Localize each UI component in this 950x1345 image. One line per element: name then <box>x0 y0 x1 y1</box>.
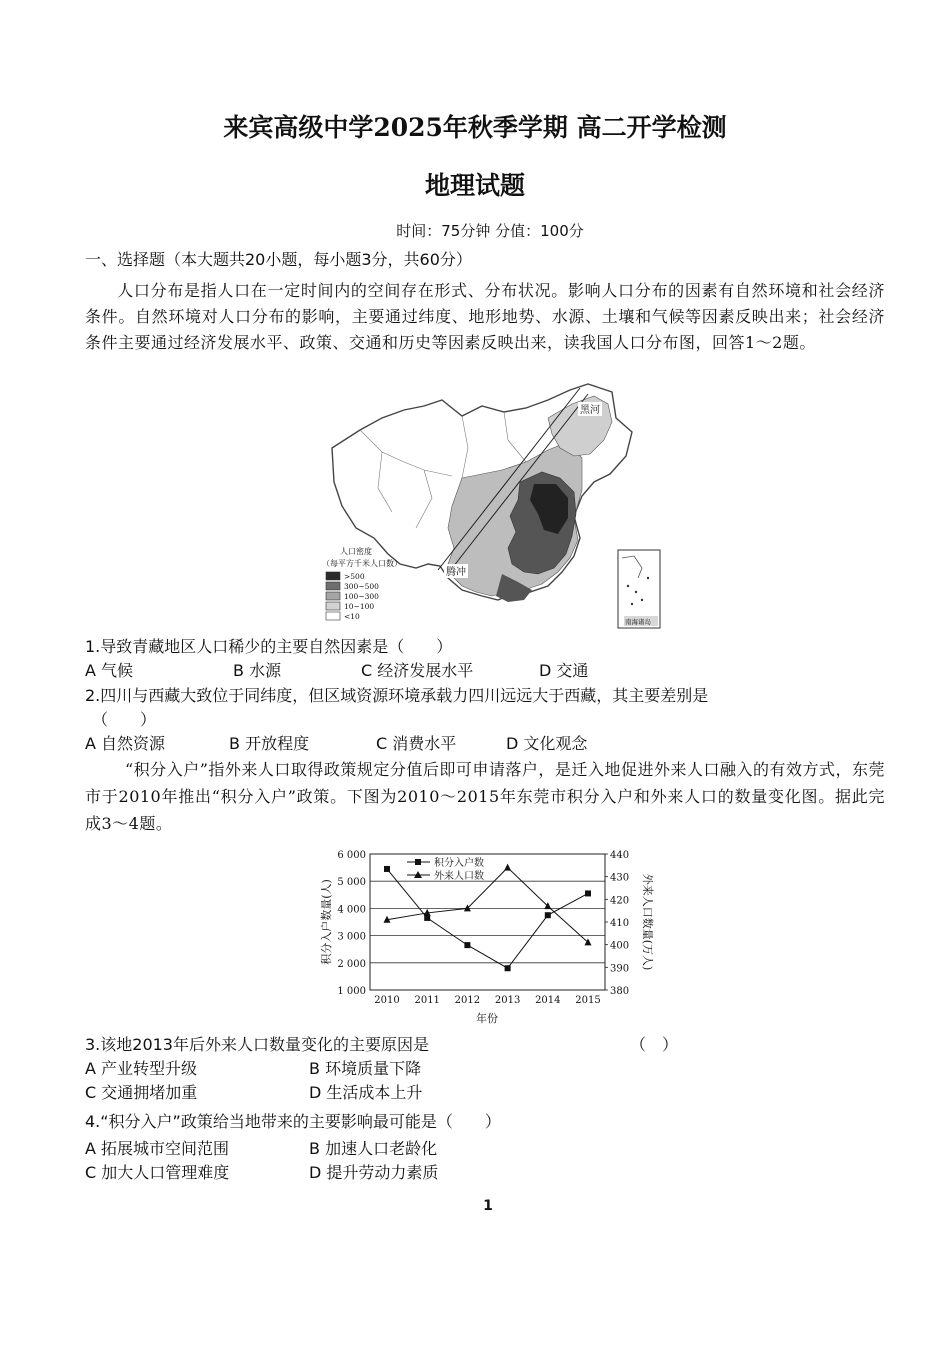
point-integral-2015 <box>585 890 591 896</box>
y-axis-right-label: 外来人口数量(万人) <box>641 873 654 971</box>
south-china-sea-inset <box>618 550 660 628</box>
y-right-tick: 440 <box>610 850 630 861</box>
y-left-tick: 1 000 <box>337 986 366 997</box>
point-integral-2013 <box>505 965 511 971</box>
label-tengchong: 腾冲 <box>446 567 466 578</box>
q3-option-c[interactable]: C 交通拥堵加重 <box>85 1083 198 1102</box>
legend-label-0: >500 <box>344 572 365 581</box>
legend-unit: （每平方千米人口数） <box>322 559 402 568</box>
section-heading: 一、选择题（本大题共20小题，每小题3分，共60分） <box>85 250 472 269</box>
q3-option-a[interactable]: A 产业转型升级 <box>85 1059 198 1078</box>
x-tick: 2015 <box>575 995 601 1006</box>
y-right-tick: 390 <box>610 963 630 975</box>
q2-option-d[interactable]: D 文化观念 <box>506 734 588 753</box>
y-left-tick: 3 000 <box>337 931 366 943</box>
question-1-options <box>0 658 950 680</box>
x-tick: 2014 <box>535 995 561 1006</box>
y-left-tick: 4 000 <box>337 904 366 916</box>
question-4-options-row2 <box>0 1160 950 1182</box>
q2-option-b[interactable]: B 开放程度 <box>229 734 310 753</box>
question-3-options-row1 <box>0 1056 950 1078</box>
q1-option-d[interactable]: D 交通 <box>539 661 589 680</box>
question-3-options-row2 <box>0 1080 950 1102</box>
inset-label: 南海诸岛 <box>625 618 651 626</box>
legend-square-marker <box>415 859 421 865</box>
y-left-tick: 5 000 <box>337 877 366 889</box>
question-3-bracket: （ ） <box>630 1035 679 1054</box>
intro-paragraph <box>85 278 885 356</box>
integral-settlement-chart <box>312 842 658 1026</box>
legend-swatch-3 <box>326 602 340 610</box>
y-left-tick: 2 000 <box>337 958 366 970</box>
q2-option-a[interactable]: A 自然资源 <box>85 734 166 753</box>
exam-title: 来宾高级中学2025年秋季学期 高二开学检测 <box>223 113 727 142</box>
y-right-tick: 410 <box>610 918 630 929</box>
label-heihe: 黑河 <box>580 405 600 416</box>
legend-label-4: <10 <box>344 612 360 621</box>
population-map <box>312 378 668 634</box>
y-right-tick: 430 <box>610 872 630 884</box>
q2-option-c[interactable]: C 消费水平 <box>376 734 457 753</box>
question-1-stem: 1.导致青藏地区人口稀少的主要自然因素是（ ） <box>85 637 453 656</box>
x-axis-label: 年份 <box>476 1012 498 1025</box>
x-tick: 2010 <box>374 995 400 1006</box>
legend-swatch-2 <box>326 592 340 600</box>
question-4-options-row1 <box>0 1136 950 1158</box>
legend-series-2: 外来人口数 <box>434 871 484 882</box>
q4-option-a[interactable]: A 拓展城市空间范围 <box>85 1139 230 1158</box>
q4-option-b[interactable]: B 加速人口老龄化 <box>309 1139 438 1158</box>
y-axis-left-label: 积分入户数量(人) <box>320 879 333 965</box>
q4-option-d[interactable]: D 提升劳动力素质 <box>309 1163 439 1182</box>
passage-2 <box>85 756 885 837</box>
question-3-stem: 3.该地2013年后外来人口数量变化的主要原因是 <box>85 1035 429 1054</box>
q1-option-a[interactable]: A 气候 <box>85 661 134 680</box>
y-right-tick: 380 <box>610 986 630 997</box>
question-2-stem: 2.四川与西藏大致位于同纬度，但区域资源环境承载力四川远远大于西藏，其主要差别是 <box>85 686 709 705</box>
legend-swatch-0 <box>326 572 340 580</box>
q4-option-c[interactable]: C 加大人口管理难度 <box>85 1163 230 1182</box>
legend-swatch-1 <box>326 582 340 590</box>
passage-2-text: “积分入户”指外来人口取得政策规定分值后即可申请落户，是迁入地促进外来人口融入的有效方式，东莞市于2010年推出“积分入户”政策。下图为2010～2015年东莞市积分入户和外来人口的数量变化图。据此完成3～4题。 <box>85 760 885 833</box>
exam-subtitle: 地理试题 <box>424 171 525 200</box>
question-2-bracket: （ ） <box>92 710 157 729</box>
point-integral-2012 <box>464 942 470 948</box>
page-number: 1 <box>483 1198 493 1214</box>
y-right-tick: 420 <box>610 895 630 907</box>
legend-label-1: 300~500 <box>344 582 379 591</box>
x-tick: 2013 <box>494 995 521 1006</box>
legend-series-1: 积分入户数 <box>434 858 484 869</box>
legend-title: 人口密度 <box>340 547 372 556</box>
question-2-options <box>0 731 950 753</box>
x-tick: 2011 <box>414 995 440 1006</box>
q1-option-b[interactable]: B 水源 <box>233 661 282 680</box>
point-integral-2014 <box>545 912 551 918</box>
q3-option-d[interactable]: D 生活成本上升 <box>309 1083 423 1102</box>
exam-meta: 时间：75分钟 分值：100分 <box>396 222 584 240</box>
point-integral-2010 <box>384 866 390 872</box>
question-4-stem: 4.“积分入户”政策给当地带来的主要影响最可能是（ ） <box>85 1112 501 1131</box>
q1-option-c[interactable]: C 经济发展水平 <box>361 661 474 680</box>
intro-text: 人口分布是指人口在一定时间内的空间存在形式、分布状况。影响人口分布的因素有自然环境和社会经济条件。自然环境对人口分布的影响，主要通过纬度、地形地势、水源、土壤和气候等因素反映出来；社会经济条件主要通过经济发展水平、政策、交通和历史等因素反映出来，读我国人口分布图，回答1～2题。 <box>85 281 885 352</box>
y-left-tick: 6 000 <box>337 850 366 861</box>
legend-swatch-4 <box>326 612 340 620</box>
q3-option-b[interactable]: B 环境质量下降 <box>309 1059 422 1078</box>
y-right-tick: 400 <box>610 940 630 952</box>
x-tick: 2012 <box>454 995 481 1006</box>
legend-label-3: 10~100 <box>344 602 375 611</box>
legend-label-2: 100~300 <box>344 592 379 601</box>
